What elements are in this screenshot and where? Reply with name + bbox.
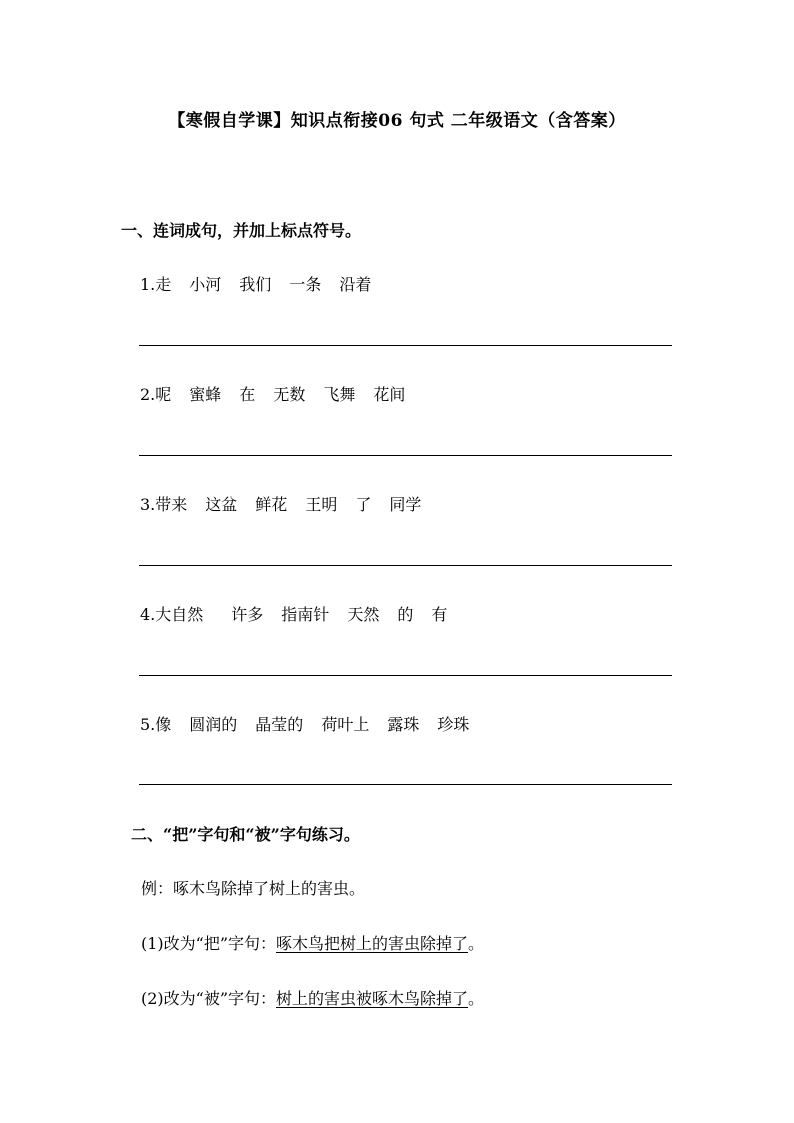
word: 蜜蜂 [189, 385, 222, 404]
word: 鲜花 [255, 495, 288, 514]
word: 一条 [289, 275, 322, 294]
answer-line-1[interactable] [139, 345, 672, 346]
page-title: 【寒假自学课】知识点衔接06 句式 二年级语文（含答案） [168, 111, 626, 131]
question-5 [140, 712, 469, 735]
exercise-answer: 啄木鸟把树上的害虫除掉了 [276, 934, 469, 953]
word: 在 [239, 385, 256, 404]
period: 。 [468, 989, 485, 1008]
question-number: 5. [140, 715, 156, 734]
answer-line-4[interactable] [139, 675, 672, 676]
word: 圆润的 [189, 715, 238, 734]
example-sentence: 例：啄木鸟除掉了树上的害虫。 [141, 879, 366, 898]
question-number: 3. [140, 495, 156, 514]
question-number: 4. [140, 605, 156, 624]
word: 天然 [347, 605, 380, 624]
exercise-label: (1)改为“把”字句： [141, 934, 277, 953]
word: 许多 [231, 605, 264, 624]
word: 了 [355, 495, 372, 514]
word: 的 [397, 605, 414, 624]
answer-line-2[interactable] [139, 455, 672, 456]
answer-line-3[interactable] [139, 565, 672, 566]
question-2 [140, 382, 405, 405]
question-number: 1. [140, 275, 156, 294]
question-3 [140, 492, 421, 515]
word: 花间 [373, 385, 406, 404]
word: 珍珠 [437, 715, 470, 734]
word: 露珠 [387, 715, 420, 734]
word: 我们 [239, 275, 272, 294]
word: 小河 [189, 275, 222, 294]
word: 飞舞 [323, 385, 356, 404]
question-4 [140, 602, 447, 625]
exercise-item-1 [141, 931, 484, 954]
word: 呢 [155, 385, 172, 404]
word: 像 [155, 715, 172, 734]
exercise-answer: 树上的害虫被啄木鸟除掉了 [276, 989, 469, 1008]
word: 同学 [389, 495, 422, 514]
period: 。 [468, 934, 485, 953]
word: 这盆 [205, 495, 238, 514]
exercise-item-2 [141, 986, 484, 1009]
word: 走 [155, 275, 172, 294]
word: 大自然 [155, 605, 204, 624]
section-1-heading: 一、连词成句，并加上标点符号。 [121, 221, 362, 240]
word: 王明 [305, 495, 338, 514]
word: 指南针 [281, 605, 330, 624]
word: 有 [431, 605, 448, 624]
question-number: 2. [140, 385, 156, 404]
word: 沿着 [339, 275, 372, 294]
word: 荷叶上 [321, 715, 370, 734]
word: 带来 [155, 495, 188, 514]
word: 晶莹的 [255, 715, 304, 734]
exercise-label: (2)改为“被”字句： [141, 989, 277, 1008]
question-1 [140, 272, 371, 295]
answer-line-5[interactable] [139, 784, 672, 785]
section-2-heading: 二、“把”字句和“被”字句练习。 [131, 825, 360, 844]
word: 无数 [273, 385, 306, 404]
